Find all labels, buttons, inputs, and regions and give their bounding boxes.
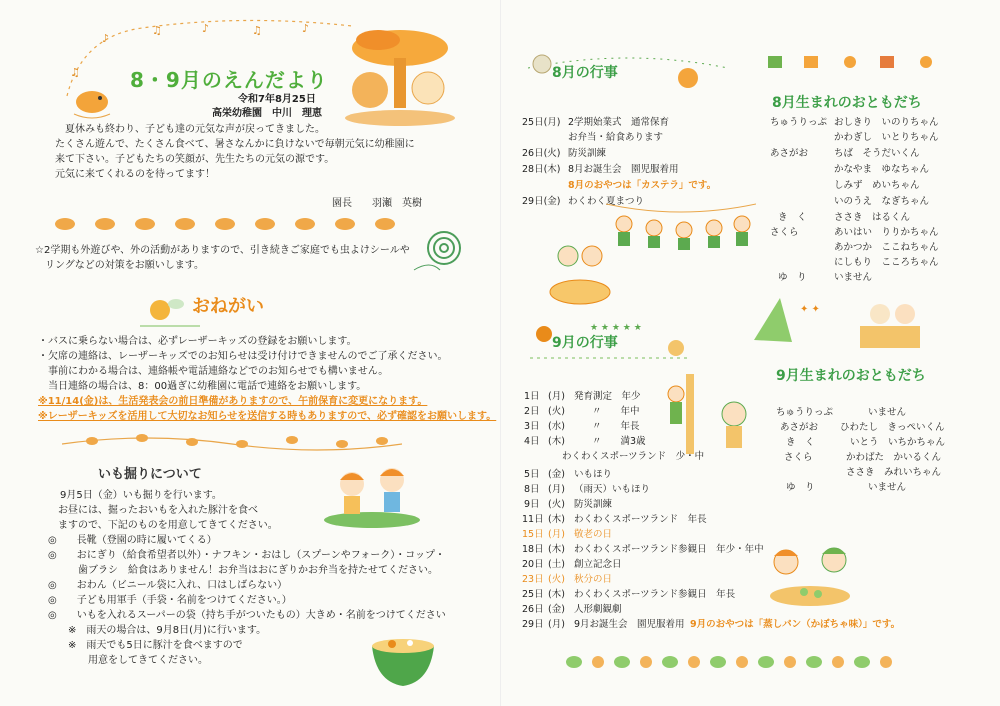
potato-digging-kids-illustration [322,456,422,528]
svg-text:♪: ♪ [202,22,210,35]
event-weekday: (火) [548,499,565,510]
imo-item: ※ 雨天の場合は、9月8日(月)に行います。 [48,625,267,636]
event-weekday-holiday: (月) [548,529,565,540]
child-name: いのうえ なぎちゃん [834,196,930,207]
class-name: ゆ り [786,482,815,493]
imo-line: ますので、下記のものを用意してきてください。 [58,520,278,531]
event-day: 9日 [524,499,540,510]
event-text: わくわくスポーツランド参観日 年少・年中 [574,544,764,555]
event-weekday: (土) [548,559,565,570]
class-name: ゆ り [778,272,807,283]
fish-row-decoration [50,212,410,234]
svg-text:★ ★ ★ ★ ★: ★ ★ ★ ★ ★ [590,323,642,333]
child-name: おしきり いのりちゃん [834,117,939,128]
event-day: 18日 [522,544,544,555]
event-date: 25日(月) [522,117,561,128]
child-name: かわぎし いとりちゃん [834,132,939,143]
event-day: 1日 [524,391,540,402]
event-weekday: (金) [548,469,565,480]
bird-icon [70,86,114,122]
event-weekday-holiday: (火) [548,574,565,585]
onegai-line: 当日連絡の場合は、8：00過ぎに幼稚園に電話で連絡をお願いします。 [38,381,367,392]
september-birthday-title: 9月生まれのおともだち [776,368,926,384]
september-events-title: 9月の行事 [552,335,618,351]
child-name: かわばた かいるくん [846,452,942,463]
svg-text:✦ ✦: ✦ ✦ [800,304,820,315]
event-weekday: (木) [548,514,565,525]
august-snack: 8月のおやつは「カステラ」です。 [568,180,717,191]
event-day: 11日 [522,514,544,525]
svg-text:♫: ♫ [70,66,80,79]
event-weekday: (金) [548,604,565,615]
imo-item: ◎ 長靴（登園の時に履いてくる） [48,535,217,546]
intro-line: 来て下さい。子どもたちの笑顔が、先生たちの元気の源です。 [55,154,335,165]
principal-signature: 園長 羽瀬 英樹 [332,198,422,209]
event-day: 25日 [522,589,544,600]
leaf-garland-decoration [62,432,402,454]
class-name: ちゅうりっぷ [770,117,828,128]
event-day: 20日 [522,559,544,570]
gift-cake-icons-row [764,48,944,76]
svg-text:♫: ♫ [152,24,162,37]
child-name: あいはい りりかちゃん [834,227,939,238]
event-day: 5日 [524,469,540,480]
child-name: あかつか ここねちゃん [834,242,939,253]
event-text: 〃 満3歳 [592,436,646,447]
pool-kids-illustration [548,238,612,310]
child-name: ささき はるくん [834,212,911,223]
child-name: しみず めいちゃん [834,180,920,191]
event-day: 3日 [524,421,540,432]
event-text: わくわくスポーツランド 少・中 [562,451,705,462]
imo-item: ◎ おわん（ビニール袋に入れ、口はしばらない） [48,580,288,591]
event-date: 28日(木) [522,164,561,175]
event-weekday: (火) [548,406,565,417]
event-weekday: (月) [548,619,565,630]
bee-character-icon [140,290,200,330]
imo-item: ◎ いもを入れるスーパーの袋（持ち手がついたもの）大きめ・名前をつけてください [48,610,446,621]
class-name: ちゅうりっぷ [776,407,834,418]
september-birthday-list [776,406,976,496]
issue-date: 令和7年8月25日 [238,94,316,105]
imo-item: 歯ブラシ 給食はありません！お弁当はおにぎりかお弁当を持たせてください。 [48,565,438,576]
event-day: 4日 [524,436,540,447]
newsletter-title: 8・9月のえんだより [130,68,328,92]
intro-line: 元気に来てくれるのを待ってます！ [55,169,215,180]
event-text: 防災訓練 [568,148,607,159]
nature-bottom-border [562,648,902,676]
event-weekday: (木) [548,544,565,555]
child-name: にしもり こころちゃん [834,257,939,268]
svg-text:♫: ♫ [252,24,262,37]
event-weekday: (月) [548,484,565,495]
class-name: き く [786,437,815,448]
class-name: さくら [784,452,813,463]
child-name: いません [868,482,907,493]
intro-line: 夏休みも終わり、子ども達の元気な声が戻ってきました。 [65,124,325,135]
birthday-party-illustration [740,290,940,358]
child-name: いとう いちかちゃん [850,437,946,448]
imo-item: 用意をしてきてください。 [48,655,208,666]
event-text: お弁当・給食あります [568,132,664,143]
child-name: いません [868,407,907,418]
child-name: ささき みれいちゃん [846,467,942,478]
event-date: 29日(金) [522,196,561,207]
intro-line: たくさん遊んで、たくさん食べて、暑さなんかに負けないで毎朝元気に幼稚園に [55,139,415,150]
tonjiru-bowl-icon [368,624,438,694]
imo-section-title: いも掘りについて [98,467,202,482]
event-day-holiday: 15日 [522,529,544,540]
event-date: 26日(火) [522,148,561,159]
author: 高栄幼稚園 中川 理恵 [212,108,322,119]
palm-tree-animals-illustration [330,18,470,128]
bug-notice [35,243,410,273]
event-text: わくわく夏まつり [568,196,645,207]
class-name: さくら [770,227,799,238]
event-weekday: (水) [548,421,565,432]
notice-line: リングなどの対策をお願いします。 [45,260,204,271]
event-weekday: (木) [548,436,565,447]
event-day-holiday: 23日 [522,574,544,585]
event-text: いもほり [574,469,613,480]
event-text: 8月お誕生会 園児服着用 [568,164,679,175]
event-text: 2学期始業式 通常保育 [568,117,670,128]
mosquito-coil-icon [410,226,470,276]
onegai-highlight: ※レーザーキッズを活用して大切なお知らせを送信する時もありますので、必ず確認をお願いします。 [38,411,497,422]
event-text: 〃 年長 [592,421,640,432]
onegai-line: 事前にわかる場合は、連絡帳や電話連絡などでのお知らせでも構いません。 [38,366,389,377]
svg-text:♪: ♪ [102,32,110,45]
event-text-holiday: 敬老の日 [574,529,613,540]
event-text: わくわくスポーツランド 年長 [574,514,707,525]
imo-item: ◎ おにぎり（給食希望者以外）・ナフキン・おはし（スプーンやフォーク）・コップ・ [48,550,446,561]
class-name: あさがお [770,148,809,159]
september-snack: 9月のおやつは「蒸しパン（かぼちゃ味）」です。 [690,619,901,630]
height-measurement-illustration [656,370,756,460]
class-name: あさがお [780,422,819,433]
page-fold [500,0,501,706]
event-day: 29日 [522,619,544,630]
child-name: いません [834,272,873,283]
festival-kids-garland-illustration [606,196,756,252]
event-text: 防災訓練 [574,499,613,510]
event-weekday: (月) [548,391,565,402]
onegai-list [38,334,496,424]
event-day: 2日 [524,406,540,417]
child-name: ひわたし きっぺいくん [840,422,945,433]
event-text: 創立記念日 [574,559,622,570]
august-birthday-title: 8月生まれのおともだち [772,95,922,111]
event-day: 8日 [524,484,540,495]
sports-day-kids-illustration [756,540,866,608]
event-weekday: (木) [548,589,565,600]
onegai-line: ・バスに乗らない場合は、必ずレーザーキッズの登録をお願いします。 [38,336,357,347]
imo-line: お昼には、掘ったおいもを入れた豚汁を食べ [58,505,258,516]
onegai-highlight: ※11/14(金)は、生活発表会の前日準備がありますので、午前保育に変更になります。 [38,396,428,407]
notice-line: ☆2学期も外遊びや、外の活動がありますので、引き続きご家庭でも虫よけシールや [35,245,410,256]
event-text: （雨天）いもほり [574,484,651,495]
event-day: 26日 [522,604,544,615]
svg-text:♪: ♪ [302,22,310,35]
event-text: 人形劇観劇 [574,604,622,615]
imo-intro [58,488,278,533]
august-birthday-list [770,116,970,286]
august-events-title: 8月の行事 [552,65,618,81]
imo-item: ◎ 子ども用軍手（手袋・名前をつけてください。） [48,595,292,606]
event-text: 〃 年中 [592,406,640,417]
onegai-line: ・欠席の連絡は、レーザーキッズでのお知らせは受け付けできませんのでご了承ください。 [38,351,448,362]
imo-line: 9月5日（金）いも掘りを行います。 [60,490,222,501]
onegai-title: おねがい [192,296,264,317]
event-text: わくわくスポーツランド参観日 年長 [574,589,736,600]
child-name: かなやま ゆなちゃん [834,164,930,175]
event-text: 発育測定 年少 [574,391,641,402]
imo-item: ※ 雨天でも5日に豚汁を食べますので [48,640,243,651]
event-text-holiday: 秋分の日 [574,574,613,585]
child-name: ちば そうだいくん [834,148,920,159]
class-name: き く [778,212,807,223]
event-text: 9月お誕生会 園児服着用 [574,619,685,630]
intro-text [55,122,415,182]
